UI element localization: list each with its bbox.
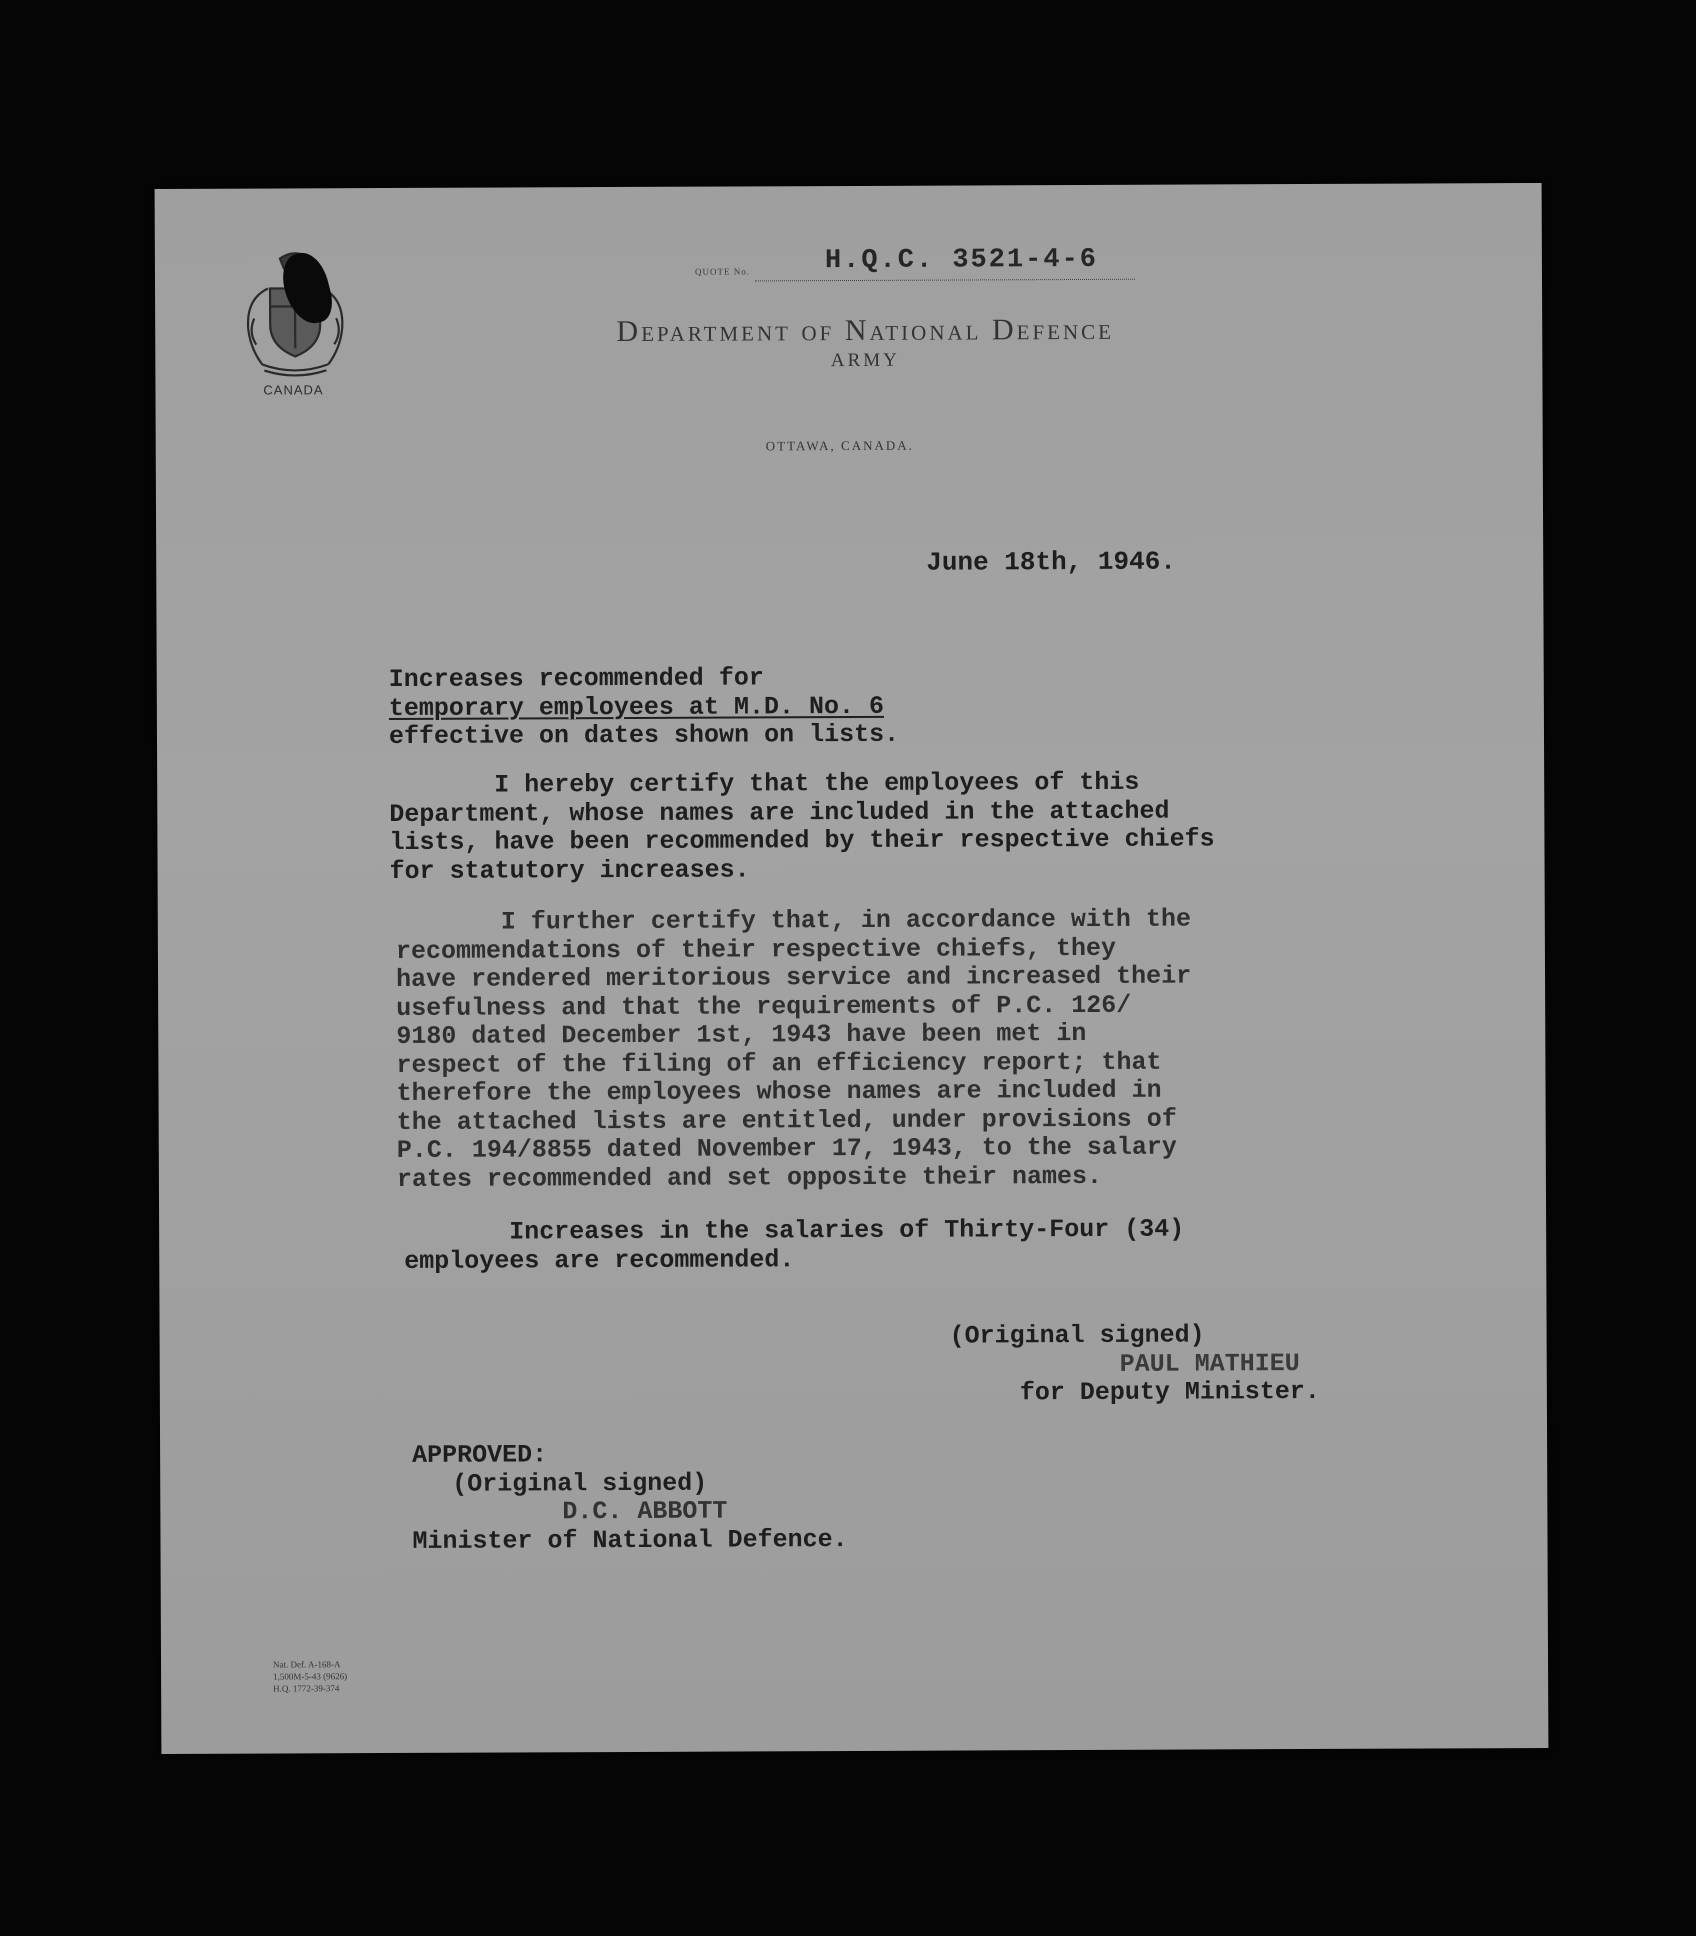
form-reference bbox=[273, 1658, 347, 1694]
file-reference bbox=[695, 244, 1195, 286]
file-number: H.Q.C. 3521-4-6 bbox=[824, 244, 1099, 277]
form-line: Nat. Def. A-168-A bbox=[273, 1659, 341, 1670]
form-line: H.Q. 1772-39-374 bbox=[273, 1683, 340, 1694]
department-title: Department of National Defence bbox=[616, 312, 1115, 349]
recommendation-paragraph bbox=[404, 1216, 1184, 1276]
deputy-signature-block bbox=[950, 1321, 1320, 1408]
letterhead-location: OTTAWA, CANADA. bbox=[765, 437, 914, 454]
certification-paragraph-1 bbox=[389, 768, 1215, 886]
paragraph-line: I hereby certify that the employees of this bbox=[389, 767, 1140, 801]
paragraph-line: I further certify that, in accordance with the bbox=[395, 904, 1191, 937]
subject-line: temporary employees at M.D. No. 6 bbox=[388, 691, 885, 723]
quote-underline bbox=[755, 279, 1135, 282]
letter-date: June 18th, 1946. bbox=[926, 546, 1176, 578]
certification-paragraph-2 bbox=[396, 906, 1192, 1194]
subject-line: Increases recommended for bbox=[388, 663, 764, 695]
signatory-name: PAUL MATHIEU bbox=[1119, 1348, 1300, 1379]
paragraph-line: for statutory increases. bbox=[389, 854, 750, 886]
paragraph-line: P.C. 194/8855 dated November 17, 1943, to the salary bbox=[396, 1132, 1177, 1165]
paragraph-line: therefore the employees whose names are included in bbox=[396, 1075, 1162, 1108]
subject-line: effective on dates shown on lists. bbox=[388, 719, 900, 752]
paragraph-line: employees are recommended. bbox=[404, 1244, 795, 1276]
paragraph-line: rates recommended and set opposite their names. bbox=[396, 1161, 1103, 1194]
quote-label: QUOTE No. bbox=[694, 266, 750, 277]
signature-status: (Original signed) bbox=[949, 1320, 1205, 1351]
paragraph-line: Increases in the salaries of Thirty-Four (34) bbox=[404, 1214, 1185, 1247]
paragraph-line: 9180 dated December 1st, 1943 have been met in bbox=[396, 1018, 1087, 1051]
paragraph-line: Department, whose names are included in the attached bbox=[389, 796, 1170, 829]
approver-name: D.C. ABBOTT bbox=[562, 1496, 728, 1527]
paragraph-line: respect of the filing of an efficiency report; that bbox=[396, 1047, 1162, 1080]
department-branch: ARMY bbox=[830, 349, 900, 372]
signatory-title: for Deputy Minister. bbox=[1019, 1376, 1320, 1408]
paragraph-line: lists, have been recommended by their respective chiefs bbox=[389, 824, 1215, 858]
subject-block bbox=[389, 664, 899, 752]
paragraph-line: have rendered meritorious service and increased their bbox=[395, 961, 1192, 994]
letter-page bbox=[155, 183, 1549, 1754]
approver-title: Minister of National Defence. bbox=[412, 1524, 848, 1556]
paragraph-line: recommendations of their respective chiefs, they bbox=[395, 933, 1117, 966]
approval-heading: APPROVED: bbox=[412, 1440, 548, 1470]
paragraph-line: the attached lists are entitled, under provisions of bbox=[396, 1104, 1177, 1137]
form-line: 1,500M-5-43 (9626) bbox=[273, 1671, 348, 1682]
crest-caption: CANADA bbox=[263, 382, 324, 398]
paragraph-line: usefulness and that the requirements of P.C. 126/ bbox=[396, 990, 1132, 1023]
approval-status: (Original signed) bbox=[452, 1468, 708, 1499]
approval-block bbox=[412, 1440, 848, 1556]
